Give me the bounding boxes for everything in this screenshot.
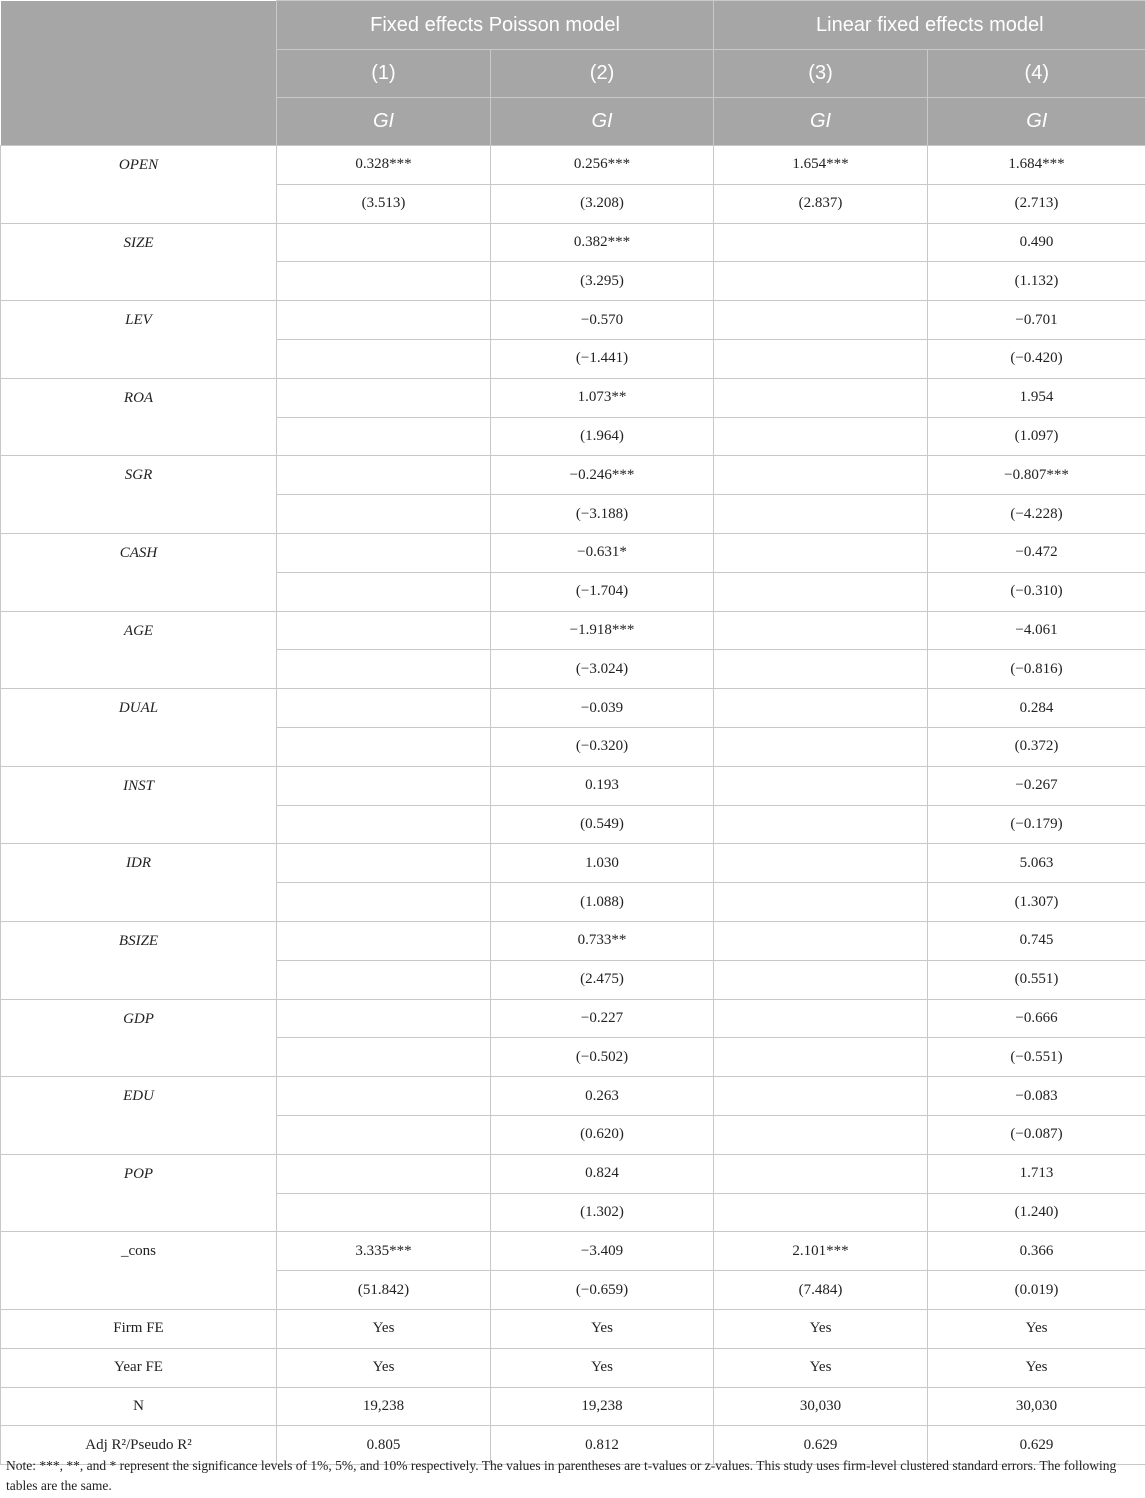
coefficient-cell [714, 611, 928, 650]
t-statistic-cell [714, 1115, 928, 1154]
coefficient-cell: 0.824 [491, 1154, 714, 1193]
coefficient-cell: −0.666 [928, 999, 1145, 1038]
table-row-coefficient [1, 301, 1145, 340]
t-statistic-cell: (0.372) [928, 727, 1145, 766]
t-statistic-cell [714, 417, 928, 456]
t-statistic-cell: (3.513) [277, 184, 491, 223]
summary-value: 0.812 [491, 1426, 714, 1465]
variable-name: _cons [1, 1232, 277, 1310]
t-statistic-cell [277, 960, 491, 999]
t-statistic-cell: (−0.502) [491, 1038, 714, 1077]
coefficient-cell [714, 533, 928, 572]
t-statistic-cell: (0.019) [928, 1271, 1145, 1310]
column-number-2: (2) [491, 50, 714, 98]
table-row-summary [1, 1348, 1145, 1387]
t-statistic-cell [714, 1038, 928, 1077]
table-row-coefficient [1, 921, 1145, 960]
coefficient-cell: −0.267 [928, 766, 1145, 805]
summary-value: Yes [714, 1348, 928, 1387]
coefficient-cell: 2.101*** [714, 1232, 928, 1271]
variable-name: EDU [1, 1077, 277, 1155]
coefficient-cell: −0.227 [491, 999, 714, 1038]
coefficient-cell [277, 999, 491, 1038]
table-row-coefficient [1, 223, 1145, 262]
coefficient-cell: 0.256*** [491, 146, 714, 185]
coefficient-cell: 0.382*** [491, 223, 714, 262]
coefficient-cell: 5.063 [928, 844, 1145, 883]
summary-value: 19,238 [277, 1387, 491, 1426]
summary-value: Yes [714, 1309, 928, 1348]
coefficient-cell [277, 301, 491, 340]
summary-label: N [1, 1387, 277, 1426]
coefficient-cell [714, 844, 928, 883]
variable-name: DUAL [1, 689, 277, 767]
t-statistic-cell: (2.475) [491, 960, 714, 999]
coefficient-cell [714, 1077, 928, 1116]
coefficient-cell: −0.039 [491, 689, 714, 728]
t-statistic-cell [714, 495, 928, 534]
variable-name: POP [1, 1154, 277, 1232]
coefficient-cell [277, 689, 491, 728]
header-corner [1, 1, 277, 146]
variable-name: BSIZE [1, 921, 277, 999]
summary-value: Yes [491, 1348, 714, 1387]
coefficient-cell: 3.335*** [277, 1232, 491, 1271]
t-statistic-cell [714, 572, 928, 611]
t-statistic-cell: (3.295) [491, 262, 714, 301]
t-statistic-cell [714, 650, 928, 689]
column-number-4: (4) [928, 50, 1145, 98]
variable-name: ROA [1, 378, 277, 456]
t-statistic-cell [714, 805, 928, 844]
coefficient-cell: 1.713 [928, 1154, 1145, 1193]
coefficient-cell: 1.030 [491, 844, 714, 883]
t-statistic-cell [714, 339, 928, 378]
coefficient-cell: 1.684*** [928, 146, 1145, 185]
group-header-linear: Linear fixed effects model [714, 1, 1145, 50]
t-statistic-cell [277, 339, 491, 378]
t-statistic-cell [714, 883, 928, 922]
coefficient-cell: 0.745 [928, 921, 1145, 960]
dependent-variable-4: GI [928, 98, 1145, 146]
summary-value: 30,030 [714, 1387, 928, 1426]
variable-name: SIZE [1, 223, 277, 301]
coefficient-cell [714, 301, 928, 340]
summary-value: 0.629 [928, 1426, 1145, 1465]
coefficient-cell [714, 378, 928, 417]
variable-name: OPEN [1, 146, 277, 224]
t-statistic-cell: (−3.188) [491, 495, 714, 534]
table-row-coefficient [1, 999, 1145, 1038]
t-statistic-cell: (3.208) [491, 184, 714, 223]
t-statistic-cell [277, 1038, 491, 1077]
t-statistic-cell: (−0.816) [928, 650, 1145, 689]
summary-value: Yes [277, 1348, 491, 1387]
variable-name: SGR [1, 456, 277, 534]
t-statistic-cell: (−1.704) [491, 572, 714, 611]
coefficient-cell: −3.409 [491, 1232, 714, 1271]
t-statistic-cell [277, 572, 491, 611]
t-statistic-cell [277, 1115, 491, 1154]
table-row-coefficient [1, 766, 1145, 805]
coefficient-cell [277, 533, 491, 572]
t-statistic-cell: (0.620) [491, 1115, 714, 1154]
coefficient-cell: −0.472 [928, 533, 1145, 572]
t-statistic-cell: (−4.228) [928, 495, 1145, 534]
coefficient-cell [277, 456, 491, 495]
table-row-summary [1, 1309, 1145, 1348]
t-statistic-cell: (−0.179) [928, 805, 1145, 844]
coefficient-cell: −0.701 [928, 301, 1145, 340]
coefficient-cell [714, 921, 928, 960]
t-statistic-cell: (2.837) [714, 184, 928, 223]
coefficient-cell [277, 1077, 491, 1116]
t-statistic-cell [714, 262, 928, 301]
t-statistic-cell [714, 727, 928, 766]
variable-name: IDR [1, 844, 277, 922]
coefficient-cell: −0.631* [491, 533, 714, 572]
summary-value: Yes [928, 1309, 1145, 1348]
coefficient-cell: 0.733** [491, 921, 714, 960]
table-header [1, 1, 1145, 146]
t-statistic-cell: (−0.087) [928, 1115, 1145, 1154]
group-header-poisson: Fixed effects Poisson model [277, 1, 714, 50]
t-statistic-cell: (−0.420) [928, 339, 1145, 378]
summary-label: Adj R²/Pseudo R² [1, 1426, 277, 1465]
summary-value: 0.629 [714, 1426, 928, 1465]
table-row-summary [1, 1387, 1145, 1426]
variable-name: LEV [1, 301, 277, 379]
t-statistic-cell: (1.302) [491, 1193, 714, 1232]
t-statistic-cell [277, 650, 491, 689]
table-row-coefficient [1, 611, 1145, 650]
t-statistic-cell: (0.549) [491, 805, 714, 844]
coefficient-cell [277, 921, 491, 960]
coefficient-cell [277, 378, 491, 417]
t-statistic-cell [277, 727, 491, 766]
t-statistic-cell: (7.484) [714, 1271, 928, 1310]
t-statistic-cell: (2.713) [928, 184, 1145, 223]
coefficient-cell: 0.328*** [277, 146, 491, 185]
t-statistic-cell [714, 1193, 928, 1232]
dependent-variable-3: GI [714, 98, 928, 146]
coefficient-cell: 1.073** [491, 378, 714, 417]
t-statistic-cell: (−1.441) [491, 339, 714, 378]
variable-name: INST [1, 766, 277, 844]
coefficient-cell [714, 766, 928, 805]
coefficient-cell: −0.570 [491, 301, 714, 340]
summary-label: Firm FE [1, 1309, 277, 1348]
column-number-3: (3) [714, 50, 928, 98]
t-statistic-cell: (−0.320) [491, 727, 714, 766]
t-statistic-cell [277, 1193, 491, 1232]
t-statistic-cell [277, 883, 491, 922]
summary-value: 0.805 [277, 1426, 491, 1465]
t-statistic-cell [277, 495, 491, 534]
coefficient-cell [714, 689, 928, 728]
coefficient-cell [714, 1154, 928, 1193]
t-statistic-cell: (1.307) [928, 883, 1145, 922]
t-statistic-cell: (1.097) [928, 417, 1145, 456]
t-statistic-cell: (1.964) [491, 417, 714, 456]
table-body [1, 146, 1145, 1465]
summary-value: 19,238 [491, 1387, 714, 1426]
coefficient-cell: 0.193 [491, 766, 714, 805]
summary-value: Yes [928, 1348, 1145, 1387]
t-statistic-cell [714, 960, 928, 999]
coefficient-cell [277, 766, 491, 805]
coefficient-cell: −0.246*** [491, 456, 714, 495]
coefficient-cell: −0.083 [928, 1077, 1145, 1116]
coefficient-cell: −1.918*** [491, 611, 714, 650]
table-row-coefficient [1, 689, 1145, 728]
summary-value: 30,030 [928, 1387, 1145, 1426]
table-row-coefficient [1, 1232, 1145, 1271]
summary-label: Year FE [1, 1348, 277, 1387]
table-row-coefficient [1, 1154, 1145, 1193]
variable-name: CASH [1, 533, 277, 611]
t-statistic-cell: (1.132) [928, 262, 1145, 301]
t-statistic-cell: (0.551) [928, 960, 1145, 999]
t-statistic-cell [277, 417, 491, 456]
coefficient-cell [714, 999, 928, 1038]
t-statistic-cell: (−0.551) [928, 1038, 1145, 1077]
summary-value: Yes [491, 1309, 714, 1348]
coefficient-cell: −4.061 [928, 611, 1145, 650]
t-statistic-cell [277, 262, 491, 301]
coefficient-cell [714, 456, 928, 495]
table-row-coefficient [1, 533, 1145, 572]
t-statistic-cell: (−0.659) [491, 1271, 714, 1310]
table-row-coefficient [1, 1077, 1145, 1116]
coefficient-cell [277, 844, 491, 883]
coefficient-cell: −0.807*** [928, 456, 1145, 495]
dependent-variable-1: GI [277, 98, 491, 146]
table-row-coefficient [1, 146, 1145, 185]
t-statistic-cell: (−0.310) [928, 572, 1145, 611]
coefficient-cell: 0.284 [928, 689, 1145, 728]
variable-name: GDP [1, 999, 277, 1077]
coefficient-cell: 0.490 [928, 223, 1145, 262]
coefficient-cell: 0.263 [491, 1077, 714, 1116]
summary-value: Yes [277, 1309, 491, 1348]
column-number-1: (1) [277, 50, 491, 98]
t-statistic-cell: (51.842) [277, 1271, 491, 1310]
coefficient-cell [714, 223, 928, 262]
t-statistic-cell: (1.088) [491, 883, 714, 922]
coefficient-cell: 0.366 [928, 1232, 1145, 1271]
table-note: Note: ***, **, and * represent the significance levels of 1%, 5%, and 10% respectively. The values in parentheses are t-values or z-values. This study uses firm-level clustered standard errors. The following tables are the same. [6, 1458, 1117, 1493]
t-statistic-cell: (1.240) [928, 1193, 1145, 1232]
variable-name: AGE [1, 611, 277, 689]
coefficient-cell: 1.654*** [714, 146, 928, 185]
dependent-variable-2: GI [491, 98, 714, 146]
t-statistic-cell [277, 805, 491, 844]
table-row-coefficient [1, 844, 1145, 883]
t-statistic-cell: (−3.024) [491, 650, 714, 689]
table-row-coefficient [1, 456, 1145, 495]
coefficient-cell [277, 611, 491, 650]
coefficient-cell [277, 1154, 491, 1193]
table-row-coefficient [1, 378, 1145, 417]
coefficient-cell [277, 223, 491, 262]
coefficient-cell: 1.954 [928, 378, 1145, 417]
